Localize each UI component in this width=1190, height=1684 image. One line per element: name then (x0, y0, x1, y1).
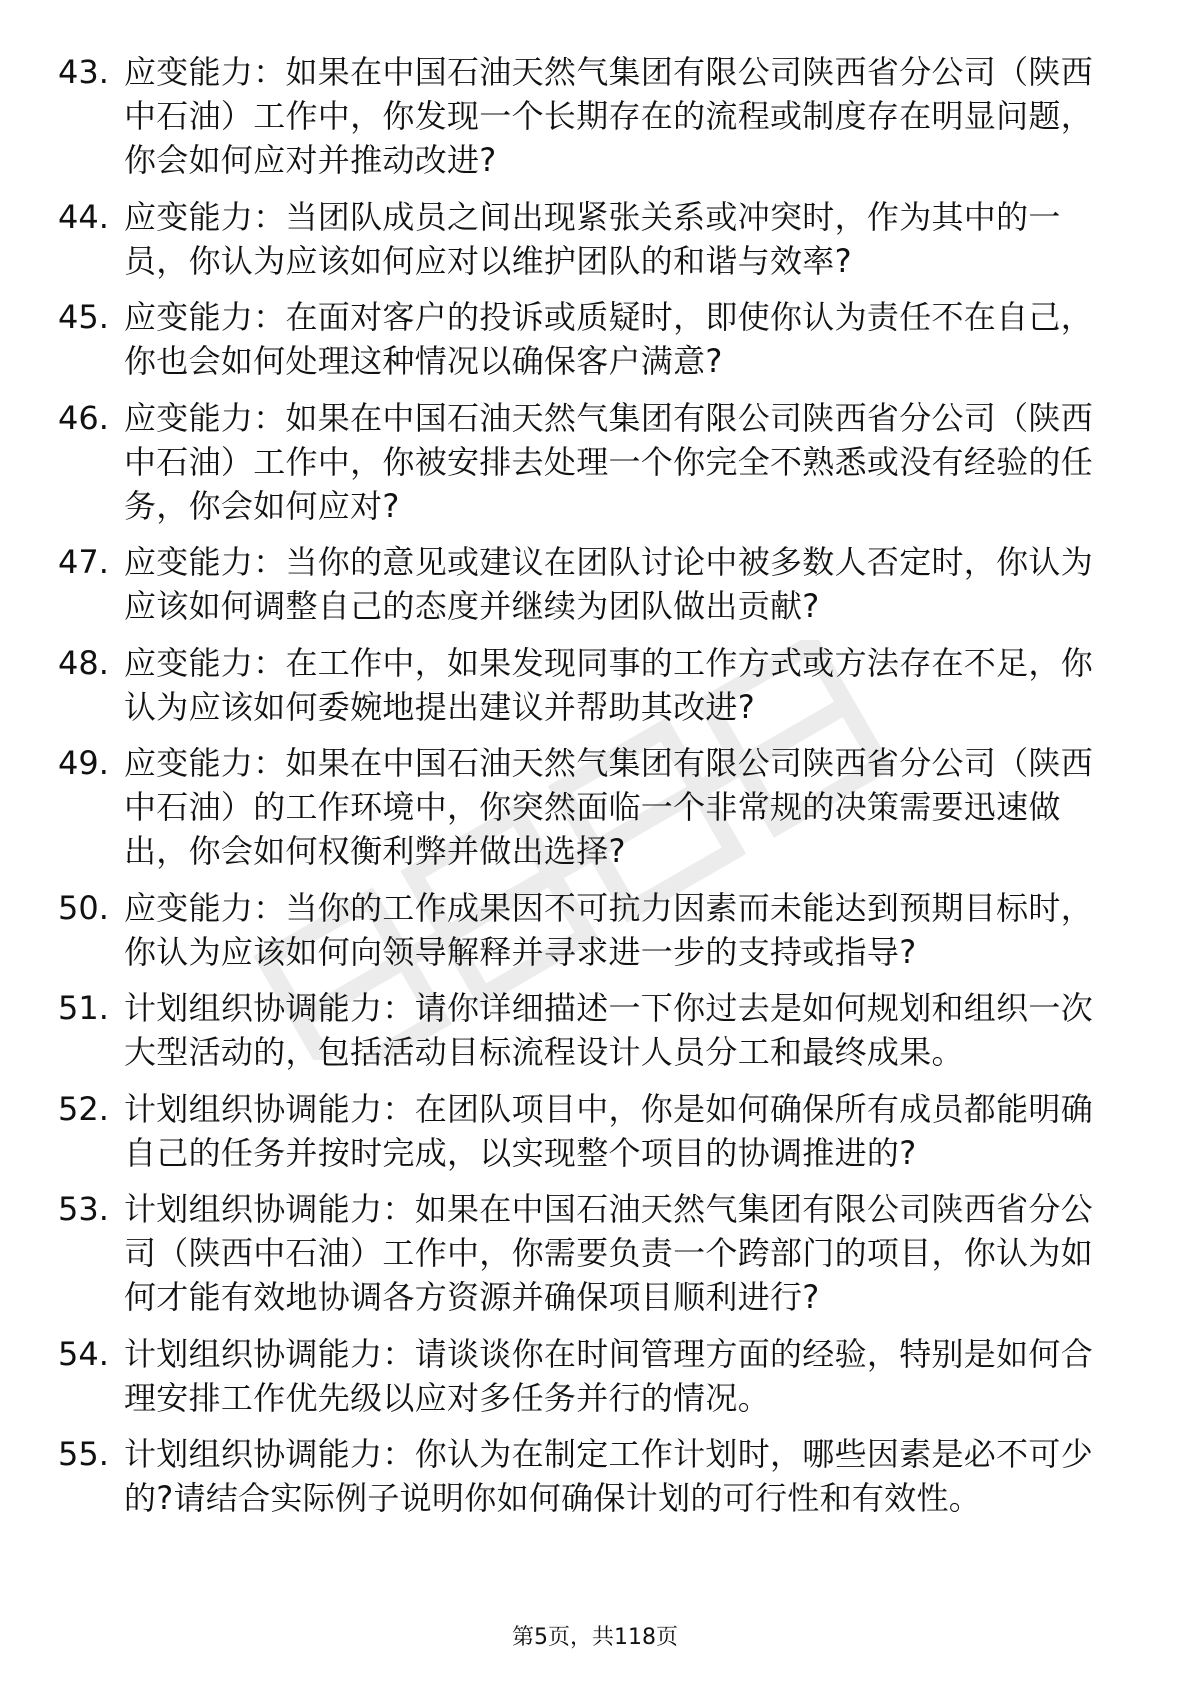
question-item (58, 50, 1120, 182)
question-number: 48. (58, 643, 109, 682)
question-text: 应变能力：如果在中国石油天然气集团有限公司陕西省分公司（陕西中石油）工作中，你发现一个长期存在的流程或制度存在明显问题，你会如何应对并推动改进? (124, 53, 1094, 179)
question-number: 49. (58, 744, 109, 782)
question-item (58, 886, 1120, 974)
question-text: 应变能力：如果在中国石油天然气集团有限公司陕西省分公司（陕西中石油）的工作环境中，你突然面临一个非常规的决策需要迅速做出，你会如何权衡利弊并做出选择? (124, 744, 1094, 870)
question-number: 46. (58, 398, 109, 437)
question-item (58, 1187, 1120, 1319)
question-text: 应变能力：当团队成员之间出现紧张关系或冲突时，作为其中的一员，你认为应该如何应对以维护团队的和谐与效率? (124, 197, 1061, 280)
question-list (58, 50, 1120, 1533)
question-number: 51. (58, 989, 109, 1027)
question-item (58, 396, 1120, 528)
question-item (58, 540, 1120, 628)
question-number: 55. (58, 1435, 109, 1473)
question-item (58, 741, 1120, 873)
question-item (58, 195, 1120, 283)
question-text: 计划组织协调能力：请谈谈你在时间管理方面的经验，特别是如何合理安排工作优先级以应对多任务并行的情况。 (124, 1334, 1094, 1417)
question-number: 53. (58, 1190, 109, 1228)
question-item (58, 295, 1120, 383)
question-number: 45. (58, 298, 109, 336)
question-text: 应变能力：当你的意见或建议在团队讨论中被多数人否定时，你认为应该如何调整自己的态度并继续为团队做出贡献? (124, 543, 1094, 625)
question-text: 应变能力：当你的工作成果因不可抗力因素而未能达到预期目标时，你认为应该如何向领导解释并寻求进一步的支持或指导? (124, 888, 1094, 971)
question-item (58, 986, 1120, 1074)
page-number-footer: 第5页，共118页 (512, 1625, 678, 1650)
question-text: 计划组织协调能力：你认为在制定工作计划时，哪些因素是必不可少的?请结合实际例子说明你如何确保计划的可行性和有效性。 (124, 1435, 1094, 1517)
question-text: 应变能力：在工作中，如果发现同事的工作方式或方法存在不足，你认为应该如何委婉地提出建议并帮助其改进? (124, 643, 1094, 726)
question-number: 47. (58, 543, 109, 581)
question-number: 52. (58, 1089, 109, 1128)
question-text: 计划组织协调能力：在团队项目中，你是如何确保所有成员都能明确自己的任务并按时完成，以实现整个项目的协调推进的? (124, 1089, 1094, 1172)
question-item (58, 1332, 1120, 1420)
question-item (58, 1087, 1120, 1175)
question-item (58, 1432, 1120, 1520)
question-number: 50. (58, 888, 109, 927)
question-text: 应变能力：如果在中国石油天然气集团有限公司陕西省分公司（陕西中石油）工作中，你被安排去处理一个你完全不熟悉或没有经验的任务，你会如何应对? (124, 398, 1094, 525)
question-number: 44. (58, 197, 109, 236)
question-number: 54. (58, 1334, 109, 1373)
question-text: 应变能力：在面对客户的投诉或质疑时，即使你认为责任不在自己，你也会如何处理这种情况以确保客户满意? (124, 298, 1094, 380)
question-text: 计划组织协调能力：如果在中国石油天然气集团有限公司陕西省分公司（陕西中石油）工作中，你需要负责一个跨部门的项目，你认为如何才能有效地协调各方资源并确保项目顺利进行? (124, 1190, 1094, 1316)
question-item (58, 641, 1120, 729)
question-number: 43. (58, 53, 109, 91)
question-text: 计划组织协调能力：请你详细描述一下你过去是如何规划和组织一次大型活动的，包括活动目标流程设计人员分工和最终成果。 (124, 989, 1094, 1071)
